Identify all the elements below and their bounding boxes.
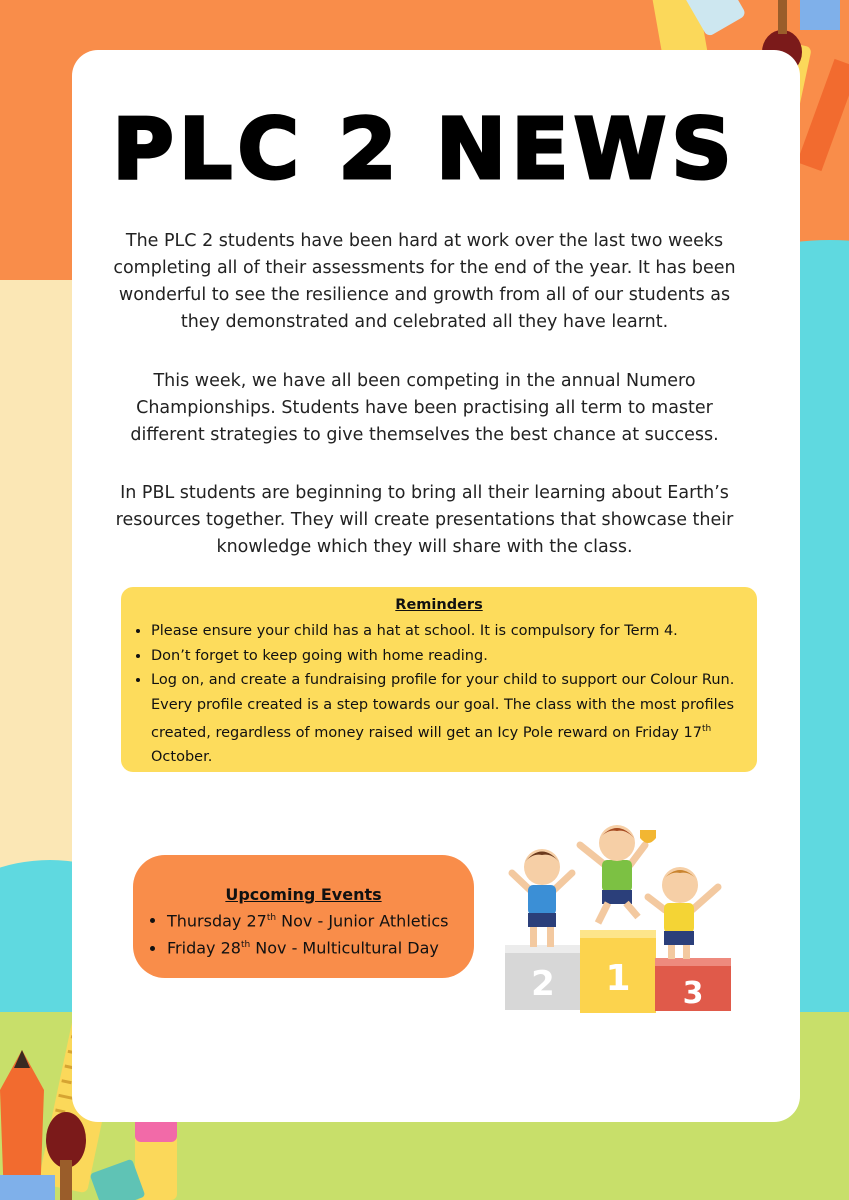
reminders-box — [121, 587, 757, 772]
child-third-place-icon — [648, 867, 718, 959]
trophy-icon — [640, 830, 656, 843]
reminder-text: Log on, and create a fundraising profile for your child to support our Colour Run. Every profile created is a step towards our goal. The class with the most profiles created, regardless of money raised will get an Icy Pole reward on Friday 17 — [151, 672, 735, 741]
event-date: Friday 28 — [167, 938, 241, 958]
page-title: PLC 2 NEWS — [112, 100, 737, 198]
superscript: th — [702, 724, 712, 734]
winners-podium-illustration — [500, 815, 740, 1020]
event-name: Nov - Multicultural Day — [250, 938, 439, 958]
event-item — [167, 906, 448, 933]
reminders-title: Reminders — [395, 597, 483, 613]
news-paragraph-pbl: In PBL students are beginning to bring all their learning about Earth’s resources together. They will create presentations that showcase their knowledge which they will share with the class. — [115, 483, 734, 557]
news-paragraph-assessments: The PLC 2 students have been hard at work over the last two weeks completing all of their assessments for the end of the year. It has been wonderful to see the resilience and growth from all of our students as they demonstrated and celebrated all they have learnt. — [113, 231, 736, 332]
reminder-text-end: October. — [151, 749, 213, 766]
events-list — [147, 906, 448, 961]
podium-label-2: 2 — [531, 964, 555, 1004]
reminder-item: • Please ensure your child has a hat at school. It is compulsory for Term 4. — [151, 619, 767, 644]
reminders-list — [131, 619, 767, 770]
reminder-item: • Don’t forget to keep going with home reading. — [151, 644, 767, 669]
podium-label-1: 1 — [605, 958, 631, 999]
upcoming-events-box — [133, 855, 474, 978]
event-name: Nov - Junior Athletics — [276, 911, 449, 931]
podium-label-3: 3 — [682, 976, 704, 1011]
news-paragraph-numero: This week, we have all been competing in the annual Numero Championships. Students have been practising all term to master different strategies to give themselves the best chance at success. — [130, 371, 719, 445]
superscript: th — [266, 913, 277, 923]
event-item — [167, 933, 448, 960]
child-first-place-icon — [580, 825, 656, 923]
upcoming-events-title: Upcoming Events — [225, 885, 382, 904]
superscript: th — [240, 940, 251, 951]
reminder-item — [151, 668, 767, 770]
child-second-place-icon — [512, 849, 572, 947]
event-date: Thursday 27 — [167, 911, 267, 931]
